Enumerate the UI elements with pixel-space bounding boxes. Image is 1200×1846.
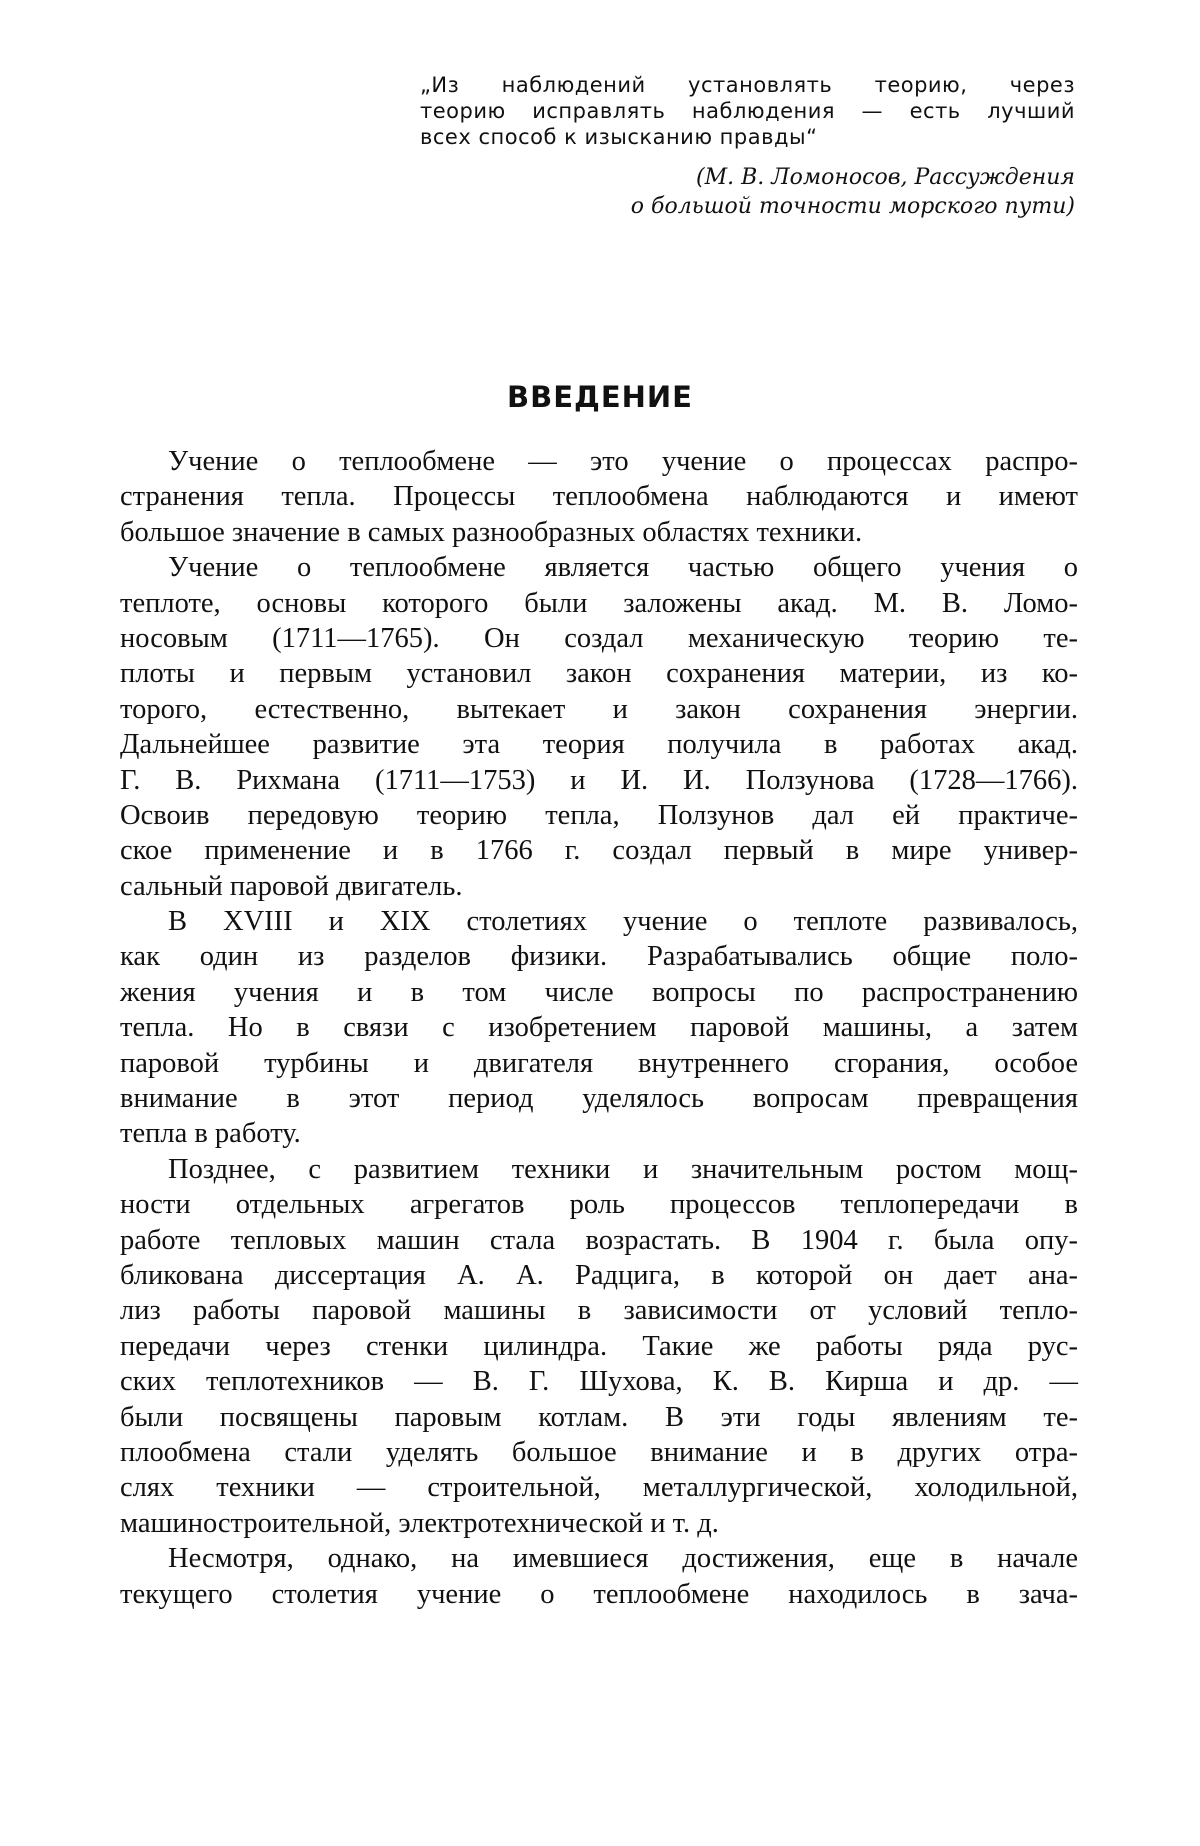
epigraph-line: теорию исправлять наблюдения — есть лучший: [420, 99, 1075, 123]
attribution-line: о большой точности морского пути): [630, 194, 1075, 219]
chapter-heading: ВВЕДЕНИЕ: [506, 380, 693, 414]
text-line: ских теплотехников — В. Г. Шухова, К. В. Кирша и др. —: [120, 1366, 1078, 1398]
text-line: Г. В. Рихмана (1711—1753) и И. И. Ползунова (1728—1766).: [120, 764, 1078, 796]
text-line: Учение о теплообмене — это учение о процессах распро-: [168, 446, 1078, 477]
text-line: передачи через стенки цилиндра. Такие же работы ряда рус-: [120, 1330, 1078, 1362]
text-line: слях техники — строительной, металлургической, холодильной,: [120, 1472, 1078, 1504]
text-line: внимание в этот период уделялось вопросам превращения: [120, 1083, 1078, 1115]
text-line: бликована диссертация А. А. Радцига, в которой он дает ана-: [120, 1259, 1078, 1291]
text-line: странения тепла. Процессы теплообмена наблюдаются и имеют: [120, 481, 1078, 513]
text-line: Дальнейшее развитие эта теория получила в работах акад.: [120, 729, 1078, 761]
text-line: Позднее, с развитием техники и значительным ростом мощ-: [168, 1153, 1078, 1185]
text-line: тепла. Но в связи с изобретением паровой машины, а затем: [120, 1012, 1078, 1044]
text-line: Учение о теплообмене является частью общего учения о: [168, 552, 1078, 584]
text-line: ское применение и в 1766 г. создал первый в мире универ-: [120, 835, 1078, 867]
epigraph-line: всех способ к изысканию правды“: [420, 125, 818, 149]
text-line: машиностроительной, электротехнической и т. д.: [120, 1507, 719, 1539]
text-line: лиз работы паровой машины в зависимости от условий тепло-: [120, 1295, 1078, 1327]
text-line: плоты и первым установил закон сохранения материи, из ко-: [120, 658, 1078, 690]
text-line: были посвящены паровым котлам. В эти годы явлениям те-: [120, 1401, 1078, 1433]
text-line: текущего столетия учение о теплообмене находилось в зача-: [120, 1578, 1078, 1610]
text-line: Несмотря, однако, на имевшиеся достижения, еще в начале: [168, 1543, 1078, 1575]
text-line: В XVIII и XIX столетиях учение о теплоте развивалось,: [168, 906, 1078, 938]
text-line: большое значение в самых разнообразных областях техники.: [120, 516, 863, 548]
text-line: сальный паровой двигатель.: [120, 870, 463, 902]
epigraph-attribution: [420, 163, 1075, 221]
text-line: жения учения и в том числе вопросы по распространению: [120, 976, 1078, 1008]
text-line: носовым (1711—1765). Он создал механическую теорию те-: [120, 622, 1078, 654]
text-line: паровой турбины и двигателя внутреннего сгорания, особое: [120, 1047, 1078, 1079]
epigraph-quote: [420, 72, 1075, 150]
body-text: [120, 444, 1078, 1612]
text-line: ности отдельных агрегатов роль процессов теплопередачи в: [120, 1189, 1078, 1221]
text-line: Освоив передовую теорию тепла, Ползунов дал ей практиче-: [120, 799, 1078, 831]
text-line: как один из разделов физики. Разрабатывались общие поло-: [120, 941, 1078, 973]
text-line: плообмена стали уделять большое внимание и в других отра-: [120, 1436, 1078, 1468]
text-line: работе тепловых машин стала возрастать. В 1904 г. была опу-: [120, 1224, 1078, 1256]
text-line: торого, естественно, вытекает и закон сохранения энергии.: [120, 693, 1078, 725]
attribution-line: (М. В. Ломоносов, Рассуждения: [696, 165, 1075, 190]
text-line: теплоте, основы которого были заложены акад. М. В. Ломо-: [120, 587, 1078, 619]
text-line: тепла в работу.: [120, 1118, 301, 1150]
epigraph-line: „Из наблюдений установлять теорию, через: [420, 73, 1075, 97]
